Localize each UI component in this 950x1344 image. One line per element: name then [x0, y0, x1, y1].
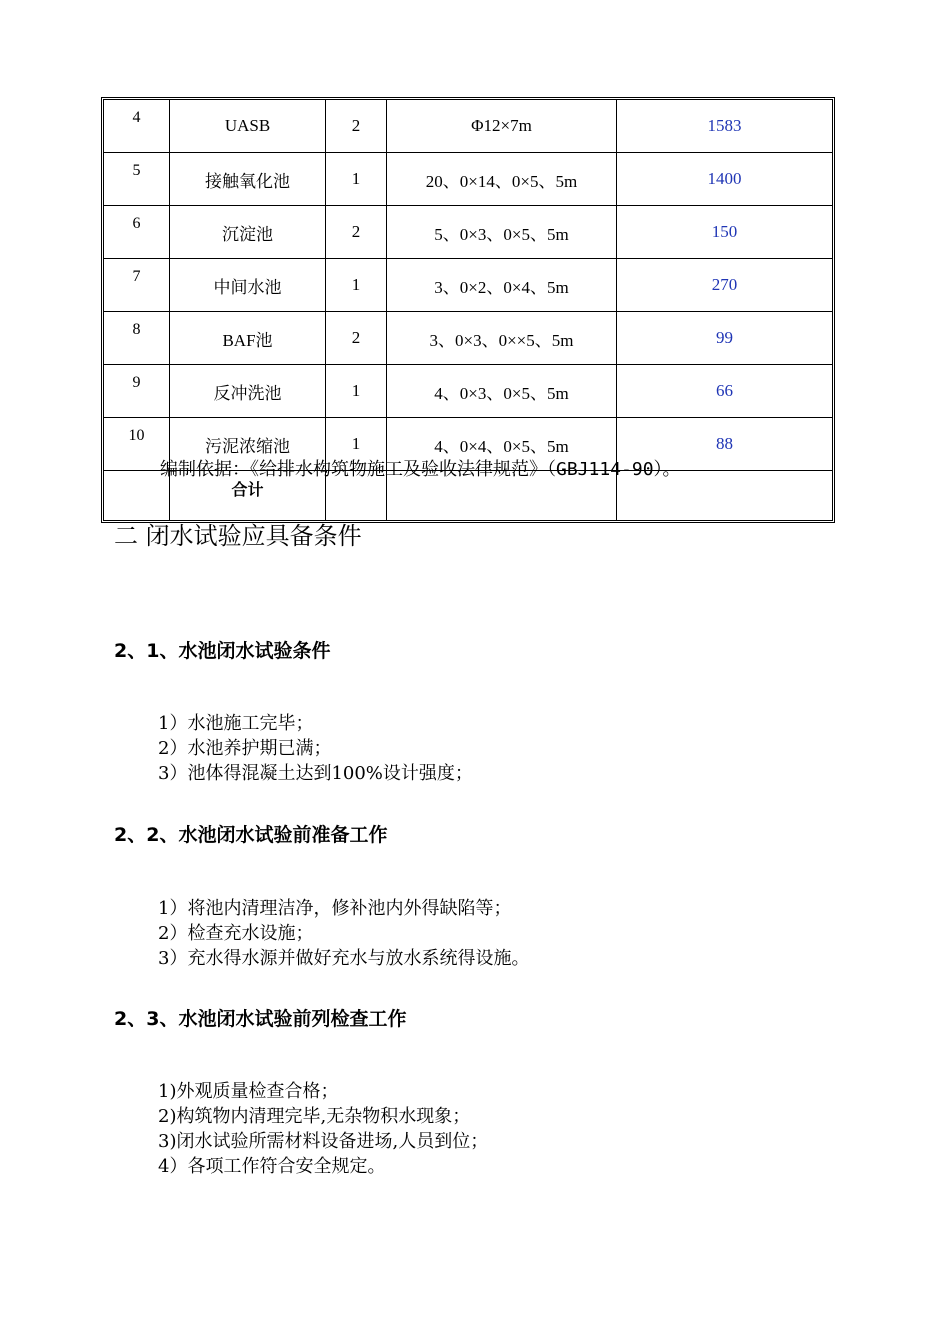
list-item: 1)外观质量检查合格； [158, 1081, 339, 1102]
table-row [104, 206, 833, 259]
volume: 99 [617, 312, 833, 365]
total-label: 合计 [170, 471, 326, 521]
row-number: 8 [104, 312, 170, 365]
subsection-title-2-2: 2、2、水池闭水试验前准备工作 [114, 824, 388, 846]
quantity: 1 [326, 418, 387, 471]
dimensions: 3、0×3、0××5、5m [387, 312, 617, 365]
volume: 1583 [617, 100, 833, 153]
dimensions: 3、0×2、0×4、5m [387, 259, 617, 312]
subsection-title-2-1: 2、1、水池闭水试验条件 [114, 640, 331, 662]
table-row [104, 259, 833, 312]
volume: 66 [617, 365, 833, 418]
table-row [104, 100, 833, 153]
dimensions: 5、0×3、0×5、5m [387, 206, 617, 259]
row-number: 5 [104, 153, 170, 206]
list-item: 3）池体得混凝土达到100%设计强度； [158, 763, 473, 784]
row-number: 4 [104, 100, 170, 153]
volume: 88 [617, 418, 833, 471]
list-item: 2)构筑物内清理完毕,无杂物积水现象； [158, 1106, 471, 1127]
row-number: 6 [104, 206, 170, 259]
quantity: 2 [326, 206, 387, 259]
structure-name: 接触氧化池 [170, 153, 326, 206]
structure-name: 反冲洗池 [170, 365, 326, 418]
quantity: 1 [326, 259, 387, 312]
list-item: 1）水池施工完毕； [158, 713, 314, 734]
volume: 270 [617, 259, 833, 312]
subsection-title-2-3: 2、3、水池闭水试验前列检查工作 [114, 1008, 407, 1030]
volume: 150 [617, 206, 833, 259]
table-row [104, 312, 833, 365]
preparation-list [158, 896, 529, 971]
dimensions: Φ12×7m [387, 100, 617, 153]
structure-name: 沉淀池 [170, 206, 326, 259]
compilation-basis: 编制依据：《给排水构筑物施工及验收法律规范》（GBJ114-90）。 [160, 459, 681, 480]
table-row [104, 365, 833, 418]
table-row [104, 153, 833, 206]
list-item: 4）各项工作符合安全规定。 [158, 1156, 386, 1177]
quantity: 2 [326, 100, 387, 153]
structure-name: 污泥浓缩池 [170, 418, 326, 471]
quantity: 2 [326, 312, 387, 365]
dimensions: 4、0×3、0×5、5m [387, 365, 617, 418]
row-number: 10 [104, 418, 170, 471]
quantity: 1 [326, 153, 387, 206]
structure-name: UASB [170, 100, 326, 153]
structure-name: 中间水池 [170, 259, 326, 312]
list-item: 3)闭水试验所需材料设备进场,人员到位； [158, 1131, 489, 1152]
list-item: 3）充水得水源并做好充水与放水系统得设施。 [158, 948, 530, 969]
inspection-list [158, 1079, 488, 1179]
section-title: 二 闭水试验应具备条件 [114, 522, 362, 550]
list-item: 2）检查充水设施； [158, 923, 314, 944]
row-number: 9 [104, 365, 170, 418]
conditions-list [158, 711, 473, 786]
volume: 1400 [617, 153, 833, 206]
quantity: 1 [326, 365, 387, 418]
dimensions: 4、0×4、0×5、5m [387, 418, 617, 471]
dimensions: 20、0×14、0×5、5m [387, 153, 617, 206]
list-item: 2）水池养护期已满； [158, 738, 332, 759]
structure-name: BAF池 [170, 312, 326, 365]
row-number: 7 [104, 259, 170, 312]
list-item: 1）将池内清理洁净，修补池内外得缺陷等； [158, 898, 512, 919]
